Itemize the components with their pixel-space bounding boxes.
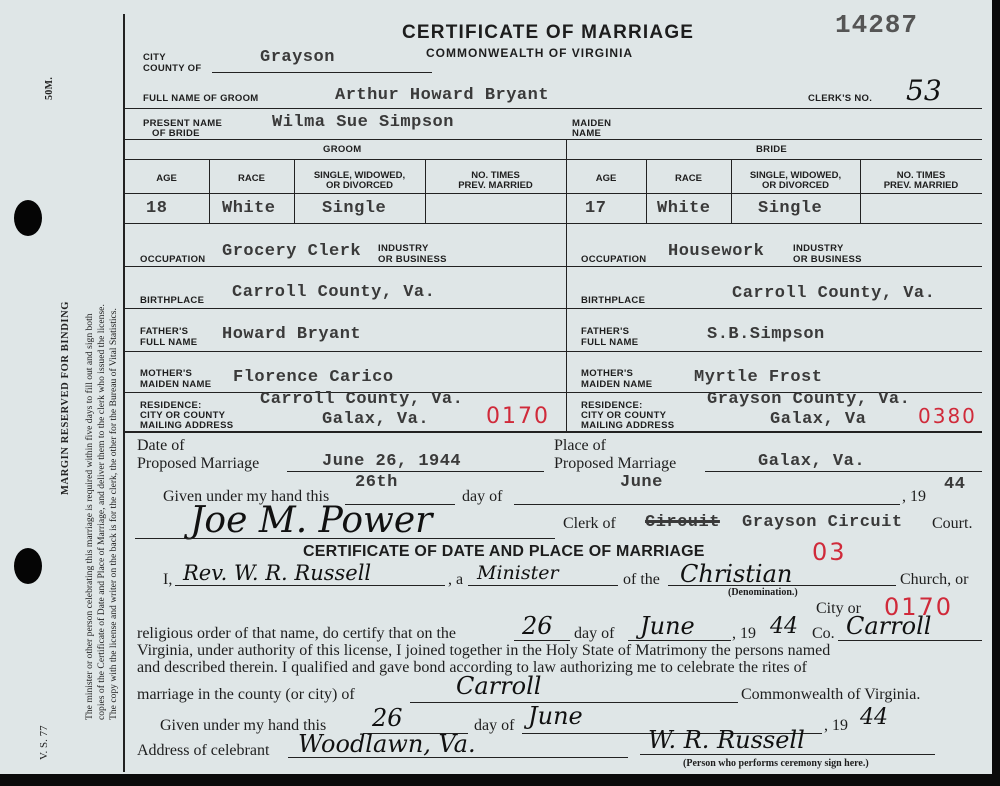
- bride-residence-label-3: MAILING ADDRESS: [581, 420, 675, 431]
- margin-border: [123, 14, 125, 772]
- officiant-title: Minister: [477, 562, 559, 584]
- bride-occupation-value: Housework: [668, 242, 765, 261]
- bride-residence-code: 0380: [918, 404, 977, 428]
- celebrant-address-label: Address of celebrant: [137, 742, 270, 759]
- groom-age-header: AGE: [156, 173, 177, 184]
- clerk-signature: Joe M. Power: [190, 500, 433, 541]
- groom-father-label-1: FATHER'S: [140, 326, 189, 337]
- groom-mother-label-2: MAIDEN NAME: [140, 379, 212, 390]
- groom-residence-line-1: Carroll County, Va.: [260, 390, 464, 409]
- ceremony-year: 44: [770, 614, 798, 639]
- celebrant-year-prefix: , 19: [824, 717, 848, 734]
- clerk-no-label: CLERK'S NO.: [808, 93, 873, 104]
- certify-text: religious order of that name, do certify that on the: [137, 625, 457, 642]
- denomination-caption: (Denomination.): [728, 587, 798, 598]
- ceremony-title: CERTIFICATE OF DATE AND PLACE OF MARRIAGE: [303, 543, 705, 560]
- groom-father-value: Howard Bryant: [222, 325, 362, 344]
- groom-birthplace-value: Carroll County, Va.: [232, 283, 436, 302]
- groom-times-header-2: PREV. MARRIED: [458, 180, 533, 191]
- groom-industry-label-2: OR BUSINESS: [378, 254, 447, 265]
- groom-residence-label-1: RESIDENCE:: [140, 400, 202, 411]
- bride-race-value: White: [657, 199, 711, 218]
- date-label-1: Date of: [137, 437, 185, 454]
- clerk-given-label: Given under my hand this: [163, 488, 330, 505]
- authority-text: Virginia, under authority of this license, I joined together in the Holy State of Matrimony the persons named: [137, 642, 831, 659]
- form-code: 50M.: [44, 76, 55, 100]
- ceremony-of-the: of the: [623, 571, 660, 588]
- groom-age-value: 18: [146, 199, 168, 218]
- county-of-marriage-label: marriage in the county (or city) of: [137, 686, 355, 703]
- stamp-number: 14287: [835, 10, 919, 40]
- ceremony-a-label: , a: [448, 571, 464, 588]
- binding-margin-label: MARGIN RESERVED FOR BINDING: [60, 300, 71, 495]
- place-label-1: Place of: [554, 437, 606, 454]
- bride-heading: BRIDE: [756, 144, 788, 155]
- city-or-label: City or: [816, 600, 861, 617]
- proposed-date-value: June 26, 1944: [322, 452, 462, 471]
- celebrant-given-day: 26: [372, 704, 403, 732]
- bride-status-header-2: OR DIVORCED: [761, 180, 830, 191]
- bride-father-label-1: FATHER'S: [581, 326, 630, 337]
- bride-mother-value: Myrtle Frost: [694, 368, 823, 387]
- groom-mother-label-1: MOTHER'S: [140, 368, 193, 379]
- bride-times-header-2: PREV. MARRIED: [883, 180, 959, 191]
- maiden-name-label-1: MAIDEN: [572, 118, 612, 129]
- bride-birthplace-label: BIRTHPLACE: [581, 295, 646, 306]
- groom-occupation-label: OCCUPATION: [140, 254, 206, 265]
- groom-status-value: Single: [322, 199, 387, 218]
- groom-name-label: FULL NAME OF GROOM: [143, 93, 259, 104]
- bride-times-header-1: NO. TIMES: [896, 170, 946, 181]
- bride-mother-label-2: MAIDEN NAME: [581, 379, 653, 390]
- date-label-2: Proposed Marriage: [137, 455, 260, 472]
- clerk-given-month: June: [620, 473, 663, 492]
- groom-mother-value: Florence Carico: [233, 368, 394, 387]
- maiden-name-label-2: NAME: [572, 128, 602, 139]
- county-underline: [212, 72, 432, 73]
- groom-status-header-2: OR DIVORCED: [325, 180, 394, 191]
- instructions-line-1: The minister or other person celebrating this marriage is required within five days to fill out and sign both: [84, 313, 95, 720]
- clerk-given-day: 26th: [355, 473, 398, 492]
- certificate-subtitle: COMMONWEALTH OF VIRGINIA: [426, 46, 634, 60]
- clerk-day-of: day of: [462, 488, 503, 505]
- ceremony-day: 26: [522, 612, 553, 640]
- bride-age-value: 17: [585, 199, 607, 218]
- groom-race-value: White: [222, 199, 276, 218]
- bride-race-header: RACE: [675, 173, 702, 184]
- vs-code: V. S. 77: [38, 725, 50, 760]
- bride-father-label-2: FULL NAME: [581, 337, 639, 348]
- bride-age-header: AGE: [595, 173, 617, 184]
- city-code: 0170: [884, 593, 954, 621]
- ceremony-month: June: [640, 612, 695, 640]
- bride-mother-label-1: MOTHER'S: [581, 368, 634, 379]
- clerk-court-value: Grayson Circuit: [742, 513, 903, 532]
- clerk-given-year: 44: [944, 475, 966, 494]
- county-of-label: COUNTY OF: [143, 63, 202, 74]
- celebrant-day-of: day of: [474, 717, 515, 734]
- groom-name-value: Arthur Howard Bryant: [335, 86, 550, 105]
- church-or-label: Church, or: [900, 571, 969, 588]
- groom-occupation-value: Grocery Clerk: [222, 242, 362, 261]
- bride-status-value: Single: [758, 199, 823, 218]
- groom-residence-line-2: Galax, Va.: [322, 410, 430, 429]
- instructions-line-2: copies of the Certificate of Date and Place of Marriage, and deliver them to the clerk who issued the license.: [96, 304, 107, 720]
- ceremony-code: 03: [812, 538, 847, 566]
- bride-industry-label-2: OR BUSINESS: [793, 254, 862, 265]
- groom-father-label-2: FULL NAME: [140, 337, 198, 348]
- marriage-county-value: Carroll: [456, 672, 542, 700]
- punch-hole-bottom: [14, 548, 42, 584]
- court-label: Court.: [932, 515, 973, 532]
- celebrant-address-value: Woodlawn, Va.: [298, 730, 476, 758]
- place-label-2: Proposed Marriage: [554, 455, 677, 472]
- ceremony-year-prefix: , 19: [732, 625, 756, 642]
- groom-heading: GROOM: [323, 144, 362, 155]
- groom-residence-label-2: CITY OR COUNTY: [140, 410, 226, 421]
- clerk-year-prefix: , 19: [902, 488, 926, 505]
- ceremony-co-label: Co.: [812, 625, 835, 642]
- bride-father-value: S.B.Simpson: [707, 325, 825, 344]
- groom-industry-label-1: INDUSTRY: [378, 243, 429, 254]
- groom-residence-code: 0170: [486, 404, 550, 429]
- bride-residence-label-1: RESIDENCE:: [581, 400, 643, 411]
- groom-residence-label-3: MAILING ADDRESS: [140, 420, 234, 431]
- punch-hole-top: [14, 200, 42, 236]
- bond-text: and described therein. I qualified and gave bond according to law authorizing me to celebrate the rites of: [137, 659, 807, 676]
- bride-residence-label-2: CITY OR COUNTY: [581, 410, 667, 421]
- bride-name-label-1: PRESENT NAME: [143, 118, 223, 129]
- groom-times-header-1: NO. TIMES: [471, 170, 520, 181]
- clerk-no-value: 53: [906, 74, 942, 107]
- commonwealth-label: Commonwealth of Virginia.: [741, 686, 921, 703]
- bride-industry-label-1: INDUSTRY: [793, 243, 844, 254]
- proposed-place-value: Galax, Va.: [758, 452, 866, 471]
- bride-birthplace-value: Carroll County, Va.: [732, 284, 936, 303]
- groom-status-header-1: SINGLE, WIDOWED,: [313, 170, 406, 181]
- bride-name-label-2: OF BRIDE: [152, 128, 200, 139]
- ceremony-day-of: day of: [574, 625, 615, 642]
- signature-caption: (Person who performs ceremony sign here.): [683, 758, 869, 769]
- bride-residence-line-2: Galax, Va: [770, 410, 867, 429]
- clerk-of-label: Clerk of: [563, 515, 616, 532]
- struck-circuit: Circuit: [645, 513, 720, 532]
- celebrant-given-year: 44: [860, 705, 888, 730]
- celebrant-given-month: June: [528, 702, 583, 730]
- city-label: CITY: [143, 52, 166, 63]
- instructions-line-3: The copy with the license and writer on the back is for the clerk, the other for the Bureau of Vital Statistics.: [108, 308, 119, 720]
- certificate-title: CERTIFICATE OF MARRIAGE: [402, 22, 695, 43]
- groom-birthplace-label: BIRTHPLACE: [140, 295, 205, 306]
- bride-residence-line-1: Grayson County, Va.: [707, 390, 911, 409]
- denomination-value: Christian: [680, 560, 793, 588]
- ceremony-i-label: I,: [163, 571, 173, 588]
- officiant-name: Rev. W. R. Russell: [183, 561, 372, 585]
- bride-occupation-label: OCCUPATION: [581, 254, 647, 265]
- celebrant-signature: W. R. Russell: [648, 726, 805, 754]
- county-value: Grayson: [260, 48, 335, 67]
- bride-name-value: Wilma Sue Simpson: [272, 113, 454, 132]
- bride-status-header-1: SINGLE, WIDOWED,: [749, 170, 842, 181]
- ceremony-county: Carroll: [846, 612, 932, 640]
- groom-race-header: RACE: [238, 173, 265, 184]
- celebrant-given-label: Given under my hand this: [160, 717, 327, 734]
